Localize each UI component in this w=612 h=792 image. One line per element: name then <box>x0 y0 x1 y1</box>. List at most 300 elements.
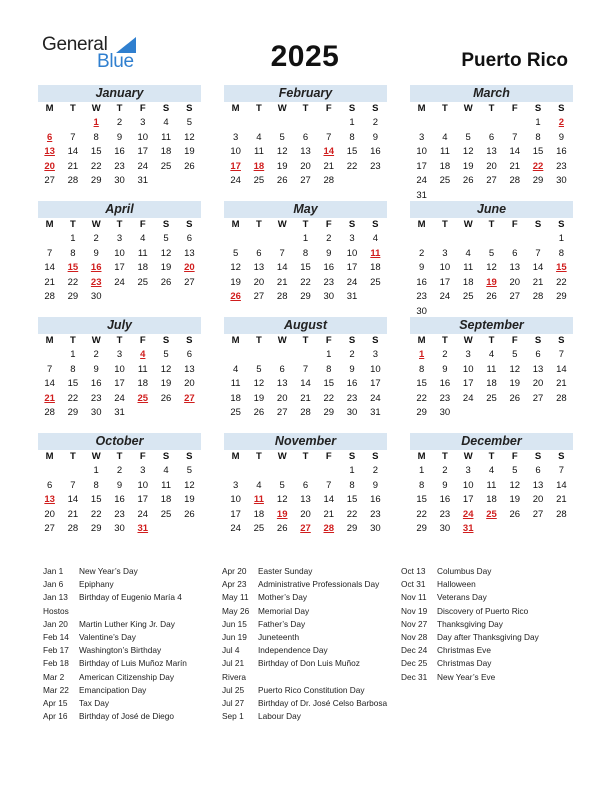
day-cell: 27 <box>44 175 55 186</box>
weekday-label: M <box>231 451 240 462</box>
day-cell: 1 <box>349 465 355 476</box>
holiday-name: Memorial Day <box>258 605 310 616</box>
weekday-label: W <box>463 103 473 114</box>
day-cell: 15 <box>346 146 358 157</box>
holiday-entry <box>43 578 223 591</box>
holiday-date: May 26 <box>222 605 250 616</box>
holiday-entry <box>401 578 581 591</box>
day-cell: 25 <box>462 291 474 302</box>
day-cell: 6 <box>279 363 285 375</box>
week-row <box>410 479 573 494</box>
week-row <box>38 232 201 247</box>
day-cell: 27 <box>44 523 55 534</box>
holiday-name: Veterans Day <box>437 592 487 603</box>
day-cell: 23 <box>323 276 335 288</box>
week-row <box>38 160 201 175</box>
week-row <box>410 160 573 175</box>
month-title: May <box>224 201 387 218</box>
empty-day-cell <box>247 464 270 479</box>
weekday-label: T <box>116 103 123 114</box>
empty-day-cell <box>224 464 247 479</box>
weekday-header <box>410 218 573 232</box>
day-cell: 6 <box>302 131 309 143</box>
day-cell: 24 <box>462 392 474 404</box>
day-cell: 25 <box>230 407 241 418</box>
day-cell: 12 <box>160 363 172 375</box>
day-cell: 25 <box>439 175 451 186</box>
day-cell: 26 <box>486 291 497 302</box>
week-row <box>38 479 201 494</box>
day-cell: 14 <box>44 262 55 273</box>
weekday-label: F <box>139 335 146 346</box>
day-cell: 31 <box>137 175 149 186</box>
weekday-label: F <box>511 219 518 230</box>
holiday-entry <box>43 631 223 644</box>
day-cell: 31 <box>346 291 358 302</box>
day-cell: 4 <box>442 131 448 143</box>
weekday-label: S <box>348 451 356 462</box>
month-title: August <box>224 317 387 334</box>
day-cell: 20 <box>532 494 544 505</box>
day-cell: 30 <box>439 523 451 534</box>
day-cell: 25 <box>486 392 497 404</box>
holiday-entry <box>401 618 581 631</box>
weekday-label: W <box>91 335 101 346</box>
day-cell: 23 <box>370 160 381 172</box>
holiday-name: Independence Day <box>258 645 328 656</box>
day-cell: 16 <box>90 378 102 389</box>
day-cell: 2 <box>93 233 99 244</box>
day-cell: 7 <box>70 131 76 143</box>
day-cell: 23 <box>439 508 451 520</box>
day-cell: 17 <box>137 146 149 157</box>
week-row <box>410 276 573 291</box>
day-cell: 24 <box>439 291 451 302</box>
day-cell: 28 <box>556 392 567 404</box>
empty-day-cell <box>526 406 549 421</box>
day-cell: 8 <box>302 247 309 259</box>
day-cell: 24 <box>230 523 241 534</box>
day-cell: 4 <box>488 349 495 360</box>
day-cell: 9 <box>418 262 425 273</box>
day-cell: 6 <box>256 247 262 259</box>
day-cell: 30 <box>90 407 102 418</box>
holiday-entry <box>43 684 223 697</box>
weekday-label: S <box>534 451 542 462</box>
day-cell: 23 <box>439 392 451 404</box>
week-row <box>224 464 387 479</box>
day-cell: 19 <box>160 378 172 389</box>
day-cell: 1 <box>93 465 99 476</box>
day-cell: 14 <box>323 494 335 505</box>
holiday-entry <box>401 671 581 684</box>
holiday-date: Jan 20 <box>43 618 68 629</box>
day-cell: 29 <box>67 407 79 418</box>
holiday-date: Nov 11 <box>401 592 427 603</box>
empty-day-cell <box>457 406 480 421</box>
holiday-date: Jan 13 <box>43 592 68 603</box>
week-row <box>410 377 573 392</box>
month-january <box>38 85 201 189</box>
weekday-label: W <box>91 219 101 230</box>
week-row <box>410 522 573 537</box>
holiday-entry <box>401 657 581 670</box>
empty-day-cell <box>38 116 61 131</box>
day-cell: 4 <box>465 247 471 259</box>
day-cell: 28 <box>44 407 55 418</box>
country-name: Puerto Rico <box>461 50 568 71</box>
day-cell: 23 <box>114 508 125 520</box>
holiday-day-cell: 14 <box>323 146 335 157</box>
day-cell: 15 <box>323 378 335 389</box>
day-cell: 5 <box>279 479 285 491</box>
day-cell: 13 <box>509 262 521 273</box>
holiday-date: Sep 1 <box>222 711 244 722</box>
week-row <box>410 232 573 247</box>
week-row <box>410 348 573 363</box>
day-cell: 5 <box>465 131 471 143</box>
empty-day-cell <box>457 232 480 247</box>
day-cell: 18 <box>462 276 474 288</box>
day-cell: 22 <box>67 276 79 288</box>
day-cell: 5 <box>488 247 495 259</box>
empty-day-cell <box>503 406 526 421</box>
day-cell: 30 <box>416 305 427 317</box>
holiday-day-cell: 19 <box>276 508 288 520</box>
week-row <box>38 247 201 262</box>
day-cell: 28 <box>509 175 521 186</box>
day-cell: 7 <box>302 363 309 375</box>
day-cell: 23 <box>90 392 102 404</box>
empty-day-cell <box>38 464 61 479</box>
day-cell: 13 <box>184 363 195 375</box>
day-cell: 22 <box>556 276 567 288</box>
day-cell: 29 <box>90 523 102 534</box>
day-cell: 18 <box>160 494 172 505</box>
day-cell: 4 <box>488 465 495 476</box>
day-cell: 11 <box>486 363 497 375</box>
holiday-day-cell: 24 <box>462 508 474 520</box>
day-cell: 11 <box>137 363 148 375</box>
week-row <box>224 479 387 494</box>
day-cell: 16 <box>556 146 567 157</box>
holiday-entry <box>43 644 223 657</box>
day-cell: 28 <box>67 523 79 534</box>
day-cell: 28 <box>556 508 567 520</box>
day-cell: 15 <box>67 378 79 389</box>
day-cell: 17 <box>462 378 474 389</box>
day-cell: 2 <box>116 117 123 128</box>
week-row <box>38 261 201 276</box>
holiday-entry <box>222 684 402 697</box>
week-row <box>224 493 387 508</box>
day-cell: 30 <box>556 175 567 186</box>
day-cell: 11 <box>161 479 171 491</box>
day-cell: 14 <box>44 378 55 389</box>
weekday-header <box>410 450 573 464</box>
weekday-label: T <box>442 451 448 462</box>
week-row <box>410 247 573 262</box>
weekday-label: T <box>256 219 262 230</box>
holiday-entry <box>43 671 223 684</box>
weekday-label: M <box>417 103 426 114</box>
empty-day-cell <box>61 464 84 479</box>
empty-day-cell <box>247 348 270 363</box>
weekday-label: F <box>325 103 332 114</box>
holiday-day-cell: 27 <box>184 392 195 404</box>
week-row <box>38 464 201 479</box>
day-cell: 1 <box>535 117 541 128</box>
holiday-entry <box>43 618 223 631</box>
day-cell: 30 <box>346 407 358 418</box>
empty-day-cell <box>131 406 154 421</box>
weekday-label: S <box>348 219 356 230</box>
day-cell: 15 <box>300 262 311 273</box>
day-cell: 10 <box>137 131 149 143</box>
day-cell: 2 <box>372 117 378 128</box>
holiday-day-cell: 31 <box>462 523 474 534</box>
weekday-label: S <box>186 103 193 114</box>
holiday-date: Dec 25 <box>401 658 428 669</box>
day-cell: 12 <box>462 146 474 157</box>
holiday-day-cell: 25 <box>137 392 149 404</box>
day-cell: 7 <box>46 363 53 375</box>
holiday-entry <box>401 605 581 618</box>
day-cell: 9 <box>349 363 355 375</box>
empty-day-cell <box>433 232 456 247</box>
day-cell: 22 <box>346 508 358 520</box>
weekday-label: T <box>302 103 309 114</box>
day-cell: 10 <box>114 247 125 259</box>
empty-day-cell <box>247 116 270 131</box>
day-cell: 9 <box>116 479 123 491</box>
day-cell: 10 <box>230 146 241 157</box>
weekday-label: T <box>256 451 262 462</box>
month-title: February <box>224 85 387 102</box>
weekday-label: M <box>417 219 426 230</box>
day-cell: 8 <box>418 363 425 375</box>
day-cell: 21 <box>276 276 288 288</box>
empty-day-cell <box>550 522 573 537</box>
weekday-label: F <box>325 335 332 346</box>
day-cell: 22 <box>323 392 335 404</box>
weekday-label: F <box>139 219 146 230</box>
day-cell: 21 <box>67 160 79 172</box>
day-cell: 20 <box>253 276 265 288</box>
holiday-date: Jan 1 <box>43 566 64 576</box>
day-cell: 18 <box>253 508 265 520</box>
day-cell: 2 <box>372 465 378 476</box>
logo-word-blue: Blue <box>97 51 134 72</box>
day-cell: 6 <box>535 465 541 476</box>
day-cell: 17 <box>346 262 358 273</box>
holiday-day-cell: 25 <box>486 508 497 520</box>
weekday-label: M <box>45 335 54 346</box>
day-cell: 31 <box>416 189 427 201</box>
week-row <box>224 508 387 523</box>
holiday-name: Father’s Day <box>258 618 306 629</box>
empty-day-cell <box>410 232 433 247</box>
day-cell: 22 <box>90 160 102 172</box>
week-row <box>410 392 573 407</box>
holiday-day-cell: 21 <box>44 392 55 404</box>
day-cell: 13 <box>532 479 544 491</box>
day-cell: 21 <box>509 160 521 172</box>
day-cell: 16 <box>439 494 451 505</box>
empty-day-cell <box>457 116 480 131</box>
day-cell: 8 <box>349 131 355 143</box>
month-title: March <box>410 85 573 102</box>
day-cell: 3 <box>116 349 123 360</box>
day-cell: 12 <box>276 146 288 157</box>
day-cell: 10 <box>370 363 381 375</box>
day-cell: 24 <box>114 392 125 404</box>
day-cell: 19 <box>276 160 288 172</box>
empty-day-cell <box>271 232 294 247</box>
day-cell: 26 <box>276 175 288 186</box>
week-row <box>410 261 573 276</box>
holiday-date: Apr 20 <box>222 566 247 576</box>
holiday-day-cell: 15 <box>67 262 79 273</box>
holiday-day-cell: 23 <box>90 276 102 288</box>
empty-day-cell <box>503 232 526 247</box>
holiday-date: Feb 17 <box>43 645 69 656</box>
holiday-entry <box>222 697 402 710</box>
day-cell: 7 <box>279 247 285 259</box>
weekday-header <box>38 102 201 116</box>
day-cell: 22 <box>90 508 102 520</box>
weekday-header <box>410 334 573 348</box>
empty-day-cell <box>480 522 503 537</box>
holiday-name: Thanksgiving Day <box>437 618 503 629</box>
holiday-date: Nov 27 <box>401 618 428 629</box>
weekday-label: S <box>558 219 565 230</box>
week-row <box>224 392 387 407</box>
holiday-date: Mar 22 <box>43 684 69 695</box>
weekday-header <box>38 450 201 464</box>
day-cell: 19 <box>462 160 474 172</box>
holiday-date: Dec 31 <box>401 671 428 682</box>
day-cell: 9 <box>326 247 332 259</box>
holiday-date: Jul 27 <box>222 697 245 708</box>
empty-day-cell <box>178 290 201 305</box>
day-cell: 29 <box>300 291 311 302</box>
holiday-date: Feb 14 <box>43 631 69 642</box>
holiday-entry <box>401 631 581 644</box>
day-cell: 14 <box>276 262 288 273</box>
day-cell: 24 <box>137 508 149 520</box>
week-row <box>224 290 387 305</box>
day-cell: 28 <box>323 175 335 186</box>
weekday-label: S <box>372 219 379 230</box>
holiday-name: Birthday of Luis Muñoz Marín <box>79 658 187 669</box>
holiday-day-cell: 18 <box>253 160 265 172</box>
holiday-name: Mother’s Day <box>258 592 308 603</box>
day-cell: 16 <box>416 276 427 288</box>
week-row <box>38 131 201 146</box>
day-cell: 4 <box>232 363 239 375</box>
weekday-label: T <box>116 219 123 230</box>
day-cell: 26 <box>509 392 521 404</box>
day-cell: 26 <box>253 407 265 418</box>
weekday-label: T <box>70 103 76 114</box>
week-row <box>38 406 201 421</box>
day-cell: 20 <box>509 276 521 288</box>
day-cell: 19 <box>184 494 195 505</box>
day-cell: 5 <box>186 465 192 476</box>
day-cell: 8 <box>70 247 76 259</box>
week-row <box>38 174 201 189</box>
holiday-day-cell: 13 <box>44 146 55 157</box>
day-cell: 12 <box>184 479 195 491</box>
day-cell: 13 <box>486 146 497 157</box>
day-cell: 10 <box>230 494 241 505</box>
weekday-label: S <box>348 103 356 114</box>
month-title: December <box>410 433 573 450</box>
empty-day-cell <box>317 464 340 479</box>
empty-day-cell <box>526 522 549 537</box>
day-cell: 17 <box>114 378 125 389</box>
week-row <box>224 522 387 537</box>
day-cell: 30 <box>370 523 381 534</box>
day-cell: 14 <box>300 378 311 389</box>
holiday-name: American Citizenship Day <box>79 671 174 682</box>
holiday-entry <box>401 644 581 657</box>
empty-day-cell <box>526 232 549 247</box>
weekday-label: T <box>442 103 448 114</box>
day-cell: 10 <box>416 146 427 157</box>
holiday-entry <box>222 565 402 578</box>
day-cell: 11 <box>137 247 148 259</box>
month-title: July <box>38 317 201 334</box>
weekday-label: W <box>91 451 101 462</box>
day-cell: 14 <box>67 146 79 157</box>
day-cell: 8 <box>418 479 425 491</box>
empty-day-cell <box>154 406 177 421</box>
week-row <box>410 131 573 146</box>
month-title: October <box>38 433 201 450</box>
holiday-day-cell: 15 <box>556 262 567 273</box>
holiday-entry <box>222 644 402 657</box>
holiday-name: Easter Sunday <box>258 566 313 576</box>
day-cell: 5 <box>163 233 169 244</box>
day-cell: 25 <box>160 160 172 172</box>
day-cell: 28 <box>44 291 55 302</box>
weekday-header <box>38 334 201 348</box>
empty-day-cell <box>271 116 294 131</box>
holiday-day-cell: 13 <box>44 494 55 505</box>
day-cell: 8 <box>93 479 99 491</box>
weekday-label: M <box>45 219 54 230</box>
day-cell: 19 <box>160 262 172 273</box>
day-cell: 15 <box>90 146 102 157</box>
day-cell: 27 <box>509 291 521 302</box>
week-row <box>410 508 573 523</box>
holiday-name: Birthday of Dr. José Celso Barbosa <box>258 697 388 708</box>
weekday-label: S <box>372 451 379 462</box>
holiday-date: Apr 15 <box>43 697 68 708</box>
empty-day-cell <box>61 116 84 131</box>
week-row <box>224 174 387 189</box>
day-cell: 30 <box>114 175 125 186</box>
holiday-column <box>401 565 581 684</box>
day-cell: 26 <box>160 276 172 288</box>
holiday-name: Juneteenth <box>258 631 300 642</box>
holiday-date: Oct 31 <box>401 579 426 590</box>
holiday-name: Tax Day <box>79 697 109 708</box>
day-cell: 30 <box>439 407 451 418</box>
weekday-header <box>224 334 387 348</box>
